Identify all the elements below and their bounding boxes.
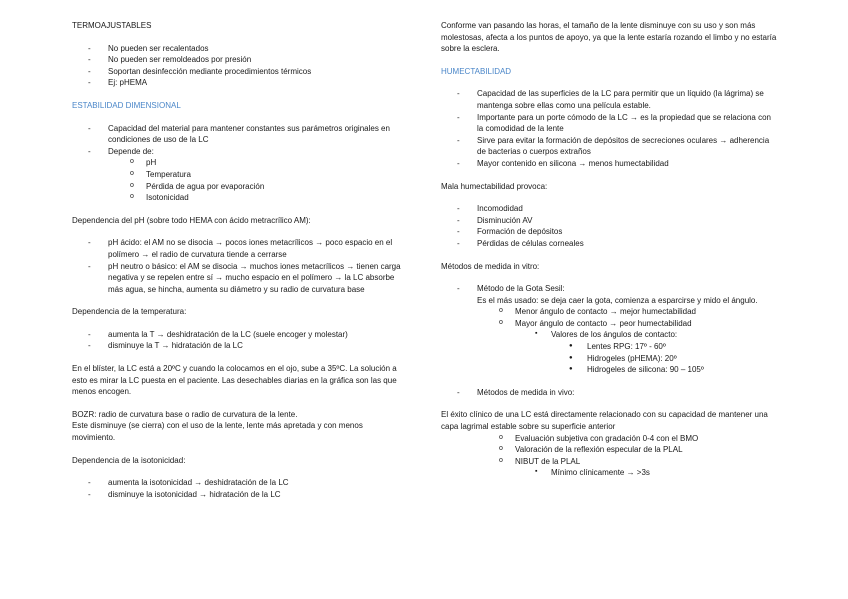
list-item: ● Lentes RPG: 17º - 60º xyxy=(441,341,777,353)
isotonicidad-list xyxy=(72,477,406,500)
termoajustables-title: TERMOAJUSTABLES xyxy=(72,21,152,30)
list-item: o Temperatura xyxy=(72,169,406,181)
list-item: - No pueden ser recalentados xyxy=(72,43,406,55)
intro-paragraph: Conforme van pasando las horas, el tamaño de la lente disminuye con su uso y son más molestosas, afecta a los puntos de apoyo, ya que la lente estaría rozando el limbo y no estaría sobre la esclera. xyxy=(441,21,777,54)
list-item: ● Hidrogeles de silicona: 90 – 105º xyxy=(441,364,777,376)
gota-sesil-desc: Es el más usado: se deja caer la gota, comienza a esparcirse y mido el ángulo. xyxy=(477,295,758,305)
list-item: - Métodos de medida in vivo: xyxy=(441,387,777,399)
temperatura-list xyxy=(72,329,406,352)
mala-humectabilidad-list xyxy=(441,203,777,249)
nibut-sublist xyxy=(441,467,777,479)
list-item: ▪ Valores de los ángulos de contacto: xyxy=(441,329,777,341)
bozr-line-1: BOZR: radio de curvatura base o radio de curvatura de la lente. xyxy=(72,409,298,419)
ph-title: Dependencia del pH (sobre todo HEMA con ácido metracrílico AM): xyxy=(72,215,311,225)
valores-list xyxy=(441,329,777,341)
list-item: o pH xyxy=(72,157,406,169)
list-item: - Capacidad del material para mantener constantes sus parámetros originales en condiciones de uso de la LC xyxy=(72,123,406,146)
right-column xyxy=(441,20,777,479)
list-item: - Pérdidas de células corneales xyxy=(441,238,777,250)
list-item: - Incomodidad xyxy=(441,203,777,215)
list-item: o Menor ángulo de contacto → mejor humectabilidad xyxy=(441,306,777,318)
angulo-list xyxy=(441,306,777,329)
list-item: - Capacidad de las superficies de la LC para permitir que un líquido (la lágrima) se mantenga sobre ellas como una película estable. xyxy=(441,88,777,111)
list-item: - Ej: pHEMA xyxy=(72,77,406,89)
list-item: - Sirve para evitar la formación de depósitos de secreciones oculares → adherencia de bacterias o cuerpos extraños xyxy=(441,135,777,158)
list-item: - Soportan desinfección mediante procedimientos térmicos xyxy=(72,66,406,78)
list-item: - aumenta la T → deshidratación de la LC (suele encoger y molestar) xyxy=(72,329,406,341)
list-item: o NIBUT de la PLAL xyxy=(441,456,777,468)
gota-sesil-item xyxy=(441,283,777,306)
list-item: ▪ Mínimo clínicamente → >3s xyxy=(441,467,777,479)
list-item: o Isotonicidad xyxy=(72,192,406,204)
ph-list xyxy=(72,237,406,295)
list-item: - aumenta la isotonicidad → deshidratación de la LC xyxy=(72,477,406,489)
mala-humectabilidad-title: Mala humectabilidad provoca: xyxy=(441,181,548,191)
list-item: - No pueden ser remoldeados por presión xyxy=(72,54,406,66)
list-item: o Evaluación subjetiva con gradación 0-4 con el BMO xyxy=(441,433,777,445)
exito-paragraph: El éxito clínico de una LC está directamente relacionado con su capacidad de mantener una capa lagrimal estable sobre su superficie anterior xyxy=(441,410,768,432)
metodos-in-vivo-list xyxy=(441,387,777,399)
exito-list xyxy=(441,433,777,468)
depende-sublist xyxy=(72,157,406,203)
list-item: - Depende de: xyxy=(72,146,406,158)
termoajustables-list xyxy=(72,43,406,89)
estabilidad-title: ESTABILIDAD DIMENSIONAL xyxy=(72,100,181,110)
list-item: o Valoración de la reflexión especular de la PLAL xyxy=(441,444,777,456)
temperatura-title: Dependencia de la temperatura: xyxy=(72,307,187,317)
list-item: o Pérdida de agua por evaporación xyxy=(72,181,406,193)
humectabilidad-list xyxy=(441,88,777,169)
gota-sesil-title: Método de la Gota Sesil: xyxy=(477,284,565,294)
blister-paragraph: En el blíster, la LC está a 20ºC y cuando la colocamos en el ojo, sube a 35ºC. La solución a esto es mirar la LC puesta en el paciente. Las desechables diarias en la gráfica son las que menos encogen. xyxy=(72,364,397,397)
list-item: - Formación de depósitos xyxy=(441,226,777,238)
valores-sublist xyxy=(441,341,777,376)
list-item: - Mayor contenido en silicona → menos humectabilidad xyxy=(441,158,777,170)
estabilidad-list xyxy=(72,123,406,158)
bozr-line-2: Este disminuye (se cierra) con el uso de la lente, lente más apretada y con menos movimiento. xyxy=(72,421,363,443)
list-item: - Importante para un porte cómodo de la LC → es la propiedad que se relaciona con la comodidad de la lente xyxy=(441,112,777,135)
humectabilidad-title: HUMECTABILIDAD xyxy=(441,66,512,76)
list-item: - Disminución AV xyxy=(441,215,777,227)
list-item: - disminuye la isotonicidad → hidratación de la LC xyxy=(72,489,406,501)
metodos-list xyxy=(441,283,777,306)
list-item: o Mayor ángulo de contacto → peor humectabilidad xyxy=(441,318,777,330)
metodos-in-vitro-title: Métodos de medida in vitro: xyxy=(441,261,540,271)
left-column xyxy=(72,20,406,500)
isotonicidad-title: Dependencia de la isotonicidad: xyxy=(72,455,186,465)
list-item: - pH neutro o básico: el AM se disocia → muchos iones metacrílicos → tienen carga negativa y se repelen entre sí → mucho espacio en el polímero → la LC absorbe más agua, se hincha, aumenta su diámetro y su radio de curvatura base xyxy=(72,261,406,296)
list-item: ● Hidrogeles (pHEMA): 20º xyxy=(441,353,777,365)
list-item: - disminuye la T → hidratación de la LC xyxy=(72,340,406,352)
list-item: - pH ácido: el AM no se disocia → pocos iones metacrílicos → poco espacio en el polímero → el radio de curvatura tiende a cerrarse xyxy=(72,237,406,260)
